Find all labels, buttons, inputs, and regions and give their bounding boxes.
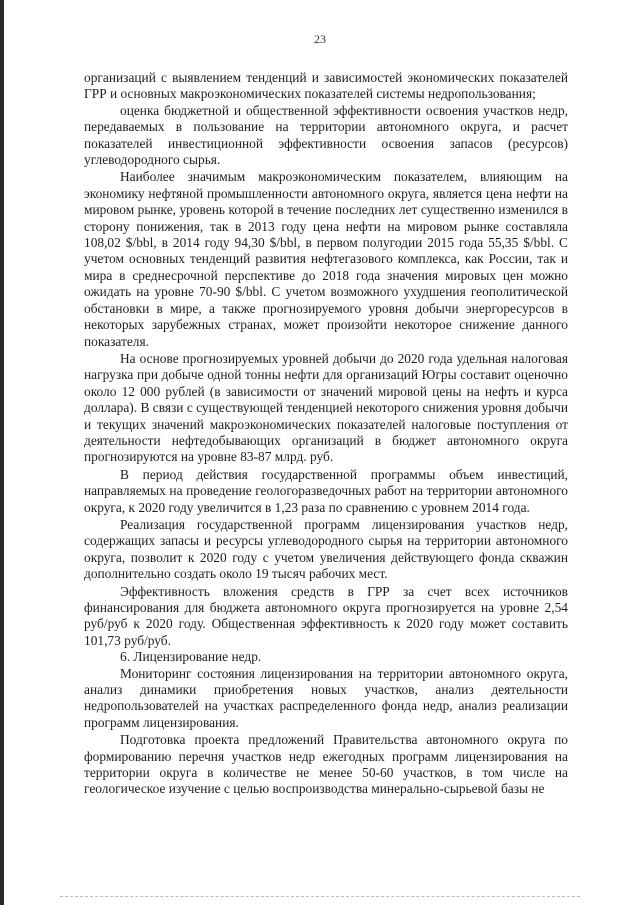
paragraph-continuation: организаций с выявлением тенденций и зависимостей экономических показателей ГРР и основных макроэкономических показателей системы недропользования; bbox=[84, 70, 568, 102]
document-body bbox=[84, 70, 568, 798]
paragraph: На основе прогнозируемых уровней добычи до 2020 года удельная налоговая нагрузка при добыче одной тонны нефти для организаций Югры составит оценочно около 12 000 рублей (в зависимости от значений мировой цены на нефть и курса доллара). В связи с существующей тенденцией некоторого снижения уровня добычи и текущих значений макроэкономических показателей налоговые поступления от деятельности нефтедобывающих организаций в бюджет автономного округа прогнозируются на уровне 83-87 млрд. руб. bbox=[84, 350, 568, 465]
page-left-border bbox=[0, 0, 4, 905]
paragraph: В период действия государственной программы объем инвестиций, направляемых на проведение геологоразведочных работ на территории автономного округа, к 2020 году увеличится в 1,23 раза по сравнению с уровнем 2014 года. bbox=[84, 466, 568, 515]
page-number: 23 bbox=[314, 32, 326, 46]
paragraph: Наиболее значимым макроэкономическим показателем, влияющим на экономику нефтяной промышленности автономного округа, является цена нефти на мировом рынке, уровень которой в течение последних лет существенно изменился в сторону понижения, так в 2013 году цена нефти на мировом рынке составляла 108,02 $/bbl, в 2014 году 94,30 $/bbl, в первом полугодии 2015 года 55,35 $/bbl. С учетом основных тенденций развития нефтегазового комплекса, как России, так и мира в среднесрочной перспективе до 2018 года значения мировых цен можно ожидать на уровне 70-90 $/bbl. С учетом возможного ухудшения геополитической обстановки в мире, а также прогнозируемого уровня добычи энергоресурсов в некоторых зарубежных странах, может произойти некоторое снижение данного показателя. bbox=[84, 169, 568, 349]
paragraph: Эффективность вложения средств в ГРР за счет всех источников финансирования для бюджета автономного округа прогнозируется на уровне 2,54 руб/руб к 2020 году. Общественная эффективность к 2020 году может составить 101,73 руб/руб. bbox=[84, 583, 568, 648]
paragraph: оценка бюджетной и общественной эффективности освоения участков недр, передаваемых в пользование на территории автономного округа, и расчет показателей инвестиционной эффективности освоения запасов (ресурсов) углеводородного сырья. bbox=[84, 102, 568, 168]
section-heading: 6. Лицензирование недр. bbox=[120, 649, 262, 665]
paragraph: Подготовка проекта предложений Правительства автономного округа по формированию перечня участков недр ежегодных программ лицензирования на территории округа в количестве не менее 50-60 участков, в том числе на геологическое изучение с целью воспроизводства минерально-сырьевой базы не bbox=[84, 732, 568, 797]
paragraph: Мониторинг состояния лицензирования на территории автономного округа, анализ динамики приобретения новых участков, анализ деятельности недропользователей на участках распределенного фонда недр, анализ реализации программ лицензирования. bbox=[84, 665, 568, 730]
scan-bottom-edge bbox=[60, 896, 580, 901]
paragraph: Реализация государственной программ лицензирования участков недр, содержащих запасы и ресурсы углеводородного сырья на территории автономного округа, позволит к 2020 году с учетом увеличения действующего фонда скважин дополнительно создать около 19 тысяч рабочих мест. bbox=[84, 516, 568, 582]
